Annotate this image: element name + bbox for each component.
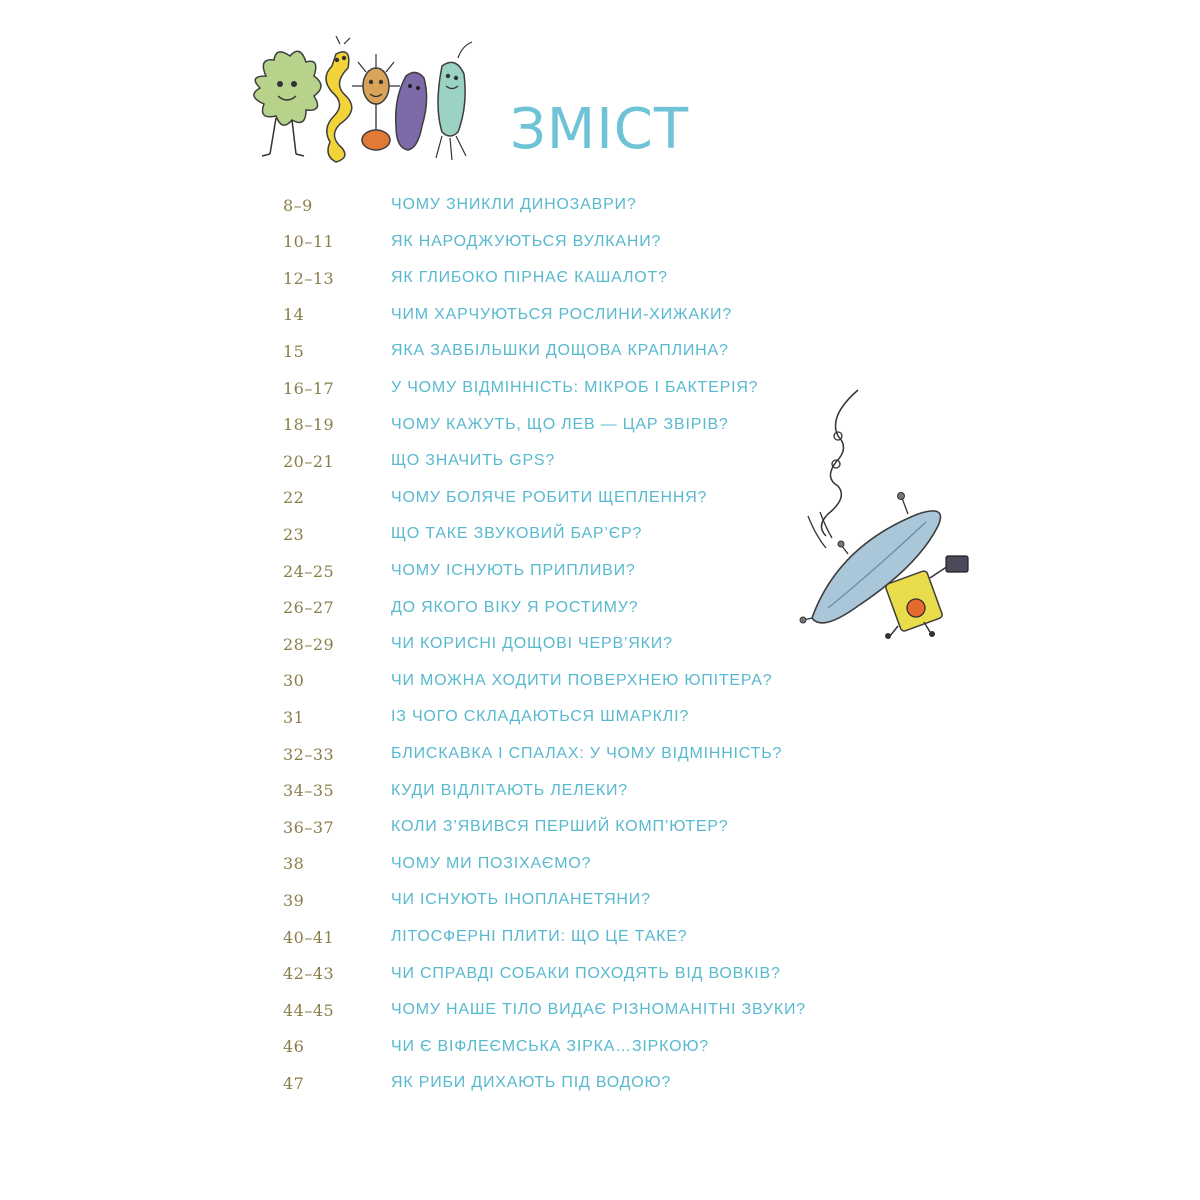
toc-page-number: 18–19 [283,415,335,435]
toc-page-number: 47 [283,1073,305,1093]
toc-question: ЯК НАРОДЖУЮТЬСЯ ВУЛКАНИ? [391,232,662,250]
toc-page-number: 38 [283,854,305,874]
toc-entry [283,922,687,952]
toc-page-number: 22 [283,488,305,508]
toc-entry [283,483,707,513]
toc-question: ЩО ТАКЕ ЗВУКОВИЙ БАР’ЄР? [391,525,643,543]
toc-entry [283,776,628,806]
orange-microbe [352,54,400,150]
toc-page-number: 28–29 [283,634,335,654]
page-title: ЗМІСТ [510,97,690,162]
toc-question: ЩО ЗНАЧИТЬ GPS? [391,452,556,470]
toc-page-number: 31 [283,707,305,727]
toc-page-number: 36–37 [283,817,335,837]
toc-page-number: 44–45 [283,1000,335,1020]
toc-entry [283,1068,671,1098]
toc-question: ЧИМ ХАРЧУЮТЬСЯ РОСЛИНИ-ХИЖАКИ? [391,305,733,323]
toc-question: ЧОМУ БОЛЯЧЕ РОБИТИ ЩЕПЛЕННЯ? [391,488,708,506]
toc-question: ЯКА ЗАВБІЛЬШКИ ДОЩОВА КРАПЛИНА? [391,342,729,360]
toc-question: ЧИ Є ВІФЛЕЄМСЬКА ЗІРКА…ЗІРКОЮ? [391,1037,709,1055]
toc-entry [283,1032,709,1062]
toc-entry [283,190,637,220]
microbe-characters-illustration [236,36,476,168]
toc-question: ЧИ СПРАВДІ СОБАКИ ПОХОДЯТЬ ВІД ВОВКІВ? [391,964,781,982]
toc-page-number: 30 [283,671,305,691]
toc-page-number: 14 [283,305,305,325]
toc-entry [283,739,782,769]
toc-page-number: 10–11 [283,232,335,252]
toc-page-number: 20–21 [283,451,335,471]
green-microbe [254,51,321,156]
flying-saucer-robot-illustration [798,386,988,642]
toc-page-number: 42–43 [283,964,335,984]
toc-entry [283,812,729,842]
toc-page-number: 24–25 [283,561,335,581]
toc-page-number: 23 [283,524,305,544]
purple-microbe [396,72,427,150]
toc-question: У ЧОМУ ВІДМІННІСТЬ: МІКРОБ І БАКТЕРІЯ? [391,379,759,396]
toc-entry [283,593,638,623]
toc-page-number: 39 [283,890,305,910]
toc-page-number: 15 [283,341,305,361]
toc-entry [283,995,806,1025]
toc-entry [283,519,642,549]
toc-question: ЧОМУ ЗНИКЛИ ДИНОЗАВРИ? [391,196,637,213]
toc-entry [283,959,781,989]
toc-question: ЧИ КОРИСНІ ДОЩОВІ ЧЕРВ’ЯКИ? [391,635,673,653]
toc-page-number: 26–27 [283,598,335,618]
toc-question: ЧОМУ МИ ПОЗІХАЄМО? [391,854,592,872]
toc-question: ЧОМУ КАЖУТЬ, ЩО ЛЕВ — ЦАР ЗВІРІВ? [391,415,729,433]
toc-page-number: 34–35 [283,781,335,801]
toc-question: ЯК РИБИ ДИХАЮТЬ ПІД ВОДОЮ? [391,1074,672,1092]
toc-question: ЧИ МОЖНА ХОДИТИ ПОВЕРХНЕЮ ЮПІТЕРА? [391,671,773,689]
teal-microbe [436,42,472,160]
toc-question: ЧИ ІСНУЮТЬ ІНОПЛАНЕТЯНИ? [391,891,651,909]
toc-entry [283,336,729,366]
toc-question: ДО ЯКОГО ВІКУ Я РОСТИМУ? [391,598,639,616]
toc-page-number: 40–41 [283,927,335,947]
toc-question: КУДИ ВІДЛІТАЮТЬ ЛЕЛЕКИ? [391,781,628,799]
toc-entry [283,227,661,257]
toc-entry [283,373,758,403]
toc-question: КОЛИ З’ЯВИВСЯ ПЕРШИЙ КОМП’ЮТЕР? [391,818,729,836]
toc-entry [283,885,651,915]
toc-question: ЧОМУ НАШЕ ТІЛО ВИДАЄ РІЗНОМАНІТНІ ЗВУКИ? [391,1001,806,1019]
yellow-microbe [326,36,352,162]
toc-entry [283,556,636,586]
toc-entry [283,702,689,732]
toc-entry [283,410,729,440]
toc-question: ЛІТОСФЕРНІ ПЛИТИ: ЩО ЦЕ ТАКЕ? [391,928,688,945]
toc-question: ІЗ ЧОГО СКЛАДАЮТЬСЯ ШМАРКЛІ? [391,708,690,726]
toc-page-number: 12–13 [283,268,335,288]
toc-entry [283,629,673,659]
toc-page-number: 46 [283,1037,305,1057]
toc-page-number: 16–17 [283,378,335,398]
toc-entry [283,300,732,330]
toc-question: ЧОМУ ІСНУЮТЬ ПРИПЛИВИ? [391,562,636,579]
toc-page-number: 32–33 [283,744,335,764]
toc-question: БЛИСКАВКА І СПАЛАХ: У ЧОМУ ВІДМІННІСТЬ? [391,745,783,762]
toc-page-number: 8–9 [283,195,313,215]
toc-entry [283,263,668,293]
toc-question: ЯК ГЛИБОКО ПІРНАЄ КАШАЛОТ? [391,269,668,287]
toc-entry [283,849,591,879]
toc-entry [283,666,772,696]
toc-entry [283,446,555,476]
